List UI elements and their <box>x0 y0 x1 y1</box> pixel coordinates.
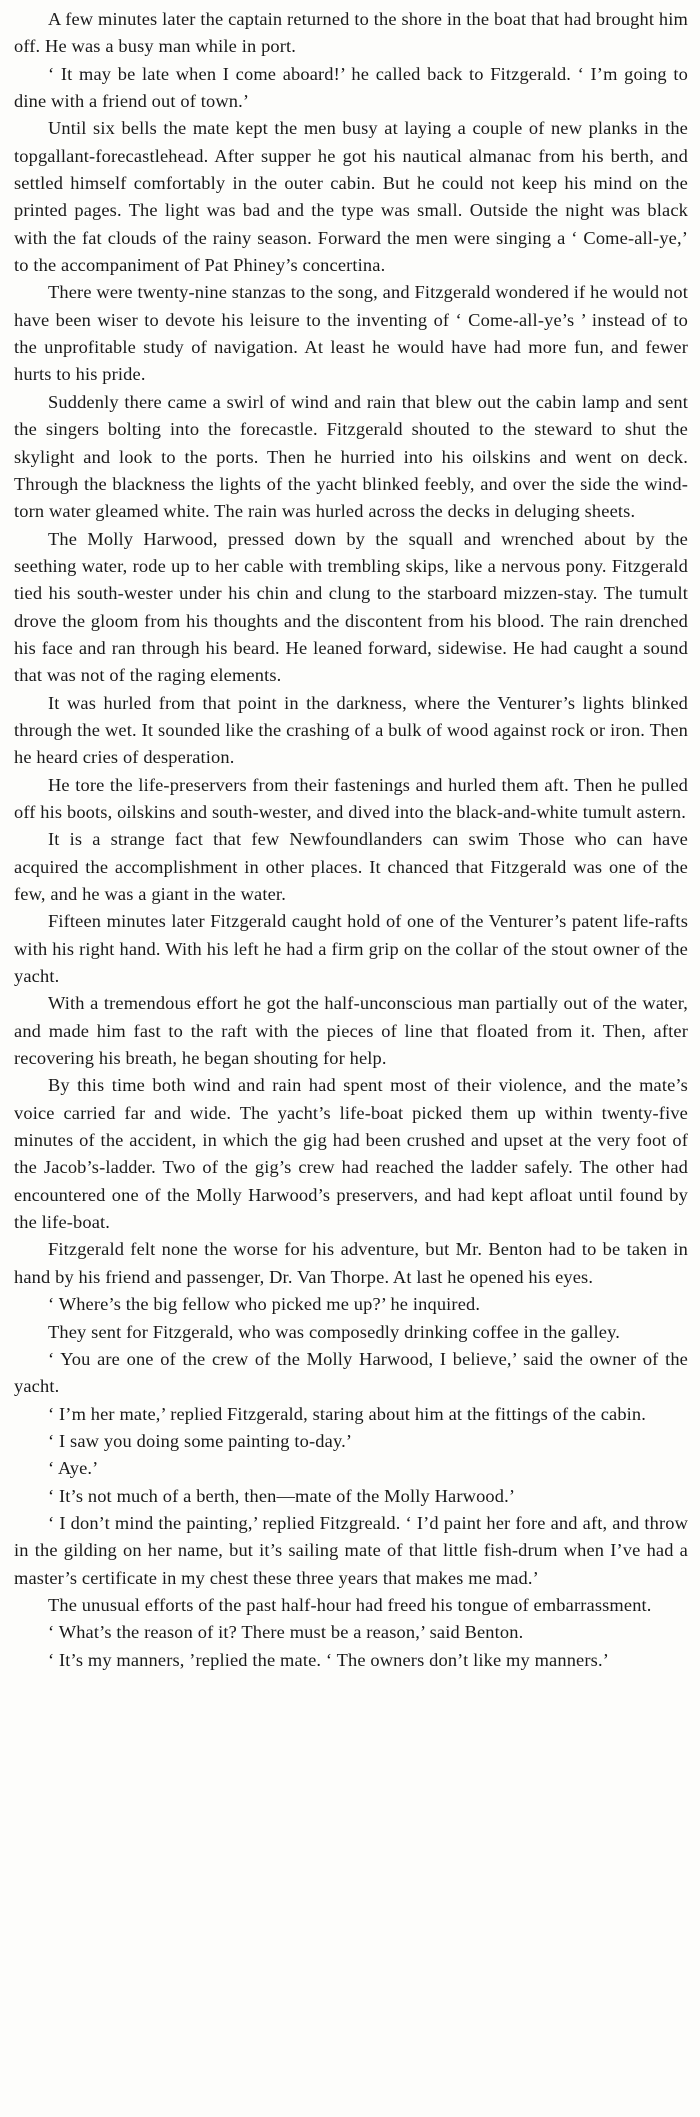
paragraph-5: Suddenly there came a swirl of wind and rain that blew out the cabin lamp and sent the singers bolting into the forecastle. Fitzgerald shouted to the steward to shut the skylight and look to the ports. Then he hurried into his oilskins and went on deck. Through the blackness the lights of the yacht blinked feebly, and over the side the wind-torn water gleamed white. The rain was hurled across the decks in deluging sheets. <box>14 391 688 522</box>
paragraph-1: A few minutes later the captain returned to the shore in the boat that had brought him off. He was a busy man while in port. <box>14 9 688 57</box>
paragraph-14: ‘ Where’s the big fellow who picked me up?’ he inquired. <box>48 1294 481 1315</box>
paragraph-12: By this time both wind and rain had spent most of their violence, and the mate’s voice carried far and wide. The yacht’s life-boat picked them up within twenty-five minutes of the accident, in which the gig had been crushed and upset at the very foot of the Jacob’s-ladder. Two of the gig’s crew had reached the ladder safely. The other had encountered one of the Molly Harwood’s preservers, and had kept afloat until found by the life-boat. <box>14 1075 688 1233</box>
paragraph-23: ‘ What’s the reason of it? There must be a reason,’ said Benton. <box>48 1622 524 1643</box>
paragraph-15: They sent for Fitzgerald, who was composedly drinking coffee in the galley. <box>48 1321 621 1342</box>
paragraph-8: He tore the life-preservers from their fastenings and hurled them aft. Then he pulled off his boots, oilskins and south-wester, and dived into the black-and-white tumult astern. <box>14 774 688 822</box>
paragraph-16: ‘ You are one of the crew of the Molly Harwood, I believe,’ said the owner of the yacht. <box>14 1348 688 1397</box>
paragraph-20: ‘ It’s not much of a berth, then—mate of the Molly Harwood.’ <box>48 1485 516 1506</box>
paragraph-19: ‘ Aye.’ <box>48 1458 99 1479</box>
paragraph-18: ‘ I saw you doing some painting to-day.’ <box>48 1430 353 1451</box>
paragraph-24: ‘ It’s my manners, ’replied the mate. ‘ The owners don’t like my manners.’ <box>48 1649 609 1670</box>
paragraph-13: Fitzgerald felt none the worse for his adventure, but Mr. Benton had to be taken in hand by his friend and passenger, Dr. Van Thorpe. At last he opened his eyes. <box>14 1239 688 1287</box>
paragraph-2: ‘ It may be late when I come aboard!’ he called back to Fitzgerald. ‘ I’m going to dine with a friend out of town.’ <box>14 63 688 112</box>
paragraph-10: Fifteen minutes later Fitzgerald caught hold of one of the Venturer’s patent life-rafts with his right hand. With his left he had a firm grip on the collar of the stout owner of the yacht. <box>14 911 688 987</box>
paragraph-21: ‘ I don’t mind the painting,’ replied Fitzgreald. ‘ I’d paint her fore and aft, and throw in the gilding on her name, but it’s sailing mate of that little fish-drum when I’ve had a master’s certificate in my chest these three years that makes me mad.’ <box>14 1512 688 1588</box>
paragraph-4: There were twenty-nine stanzas to the song, and Fitzgerald wondered if he would not have been wiser to devote his leisure to the inventing of ‘ Come-all-ye’s ’ instead of to the unprofitable study of navigation. At least he would have had more fun, and fewer hurts to his pride. <box>14 282 688 385</box>
paragraph-22: The unusual efforts of the past half-hour had freed his tongue of embarrassment. <box>48 1594 652 1615</box>
paragraph-7: It was hurled from that point in the darkness, where the Venturer’s lights blinked through the wet. It sounded like the crashing of a bulk of wood against rock or iron. Then he heard cries of desperation. <box>14 692 688 768</box>
paragraph-3: Until six bells the mate kept the men busy at laying a couple of new planks in the topgallant-forecastlehead. After supper he got his nautical almanac from his berth, and settled himself comfortably in the outer cabin. But he could not keep his mind on the printed pages. The light was bad and the type was small. Outside the night was black with the fat clouds of the rainy season. Forward the men were singing a ‘ Come-all-ye,’ to the accompaniment of Pat Phiney’s concertina. <box>14 118 688 276</box>
paragraph-9: It is a strange fact that few Newfoundlanders can swim Those who can have acquired the accomplishment in other places. It chanced that Fitzgerald was one of the few, and he was a giant in the water. <box>14 829 688 904</box>
paragraph-11: With a tremendous effort he got the half-unconscious man partially out of the water, and made him fast to the raft with the pieces of line that floated from it. Then, after recovering his breath, he began shouting for help. <box>14 993 688 1069</box>
paragraph-6: The Molly Harwood, pressed down by the squall and wrenched about by the seething water, rode up to her cable with trembling skips, like a nervous pony. Fitzgerald tied his south-wester under his chin and clung to the starboard mizzen-stay. The tumult drove the gloom from his thoughts and the discontent from his blood. The rain drenched his face and ran through his beard. He leaned forward, sidewise. He had caught a sound that was not of the raging elements. <box>14 528 688 686</box>
paragraph-17: ‘ I’m her mate,’ replied Fitzgerald, staring about him at the fittings of the cabin. <box>48 1403 647 1424</box>
